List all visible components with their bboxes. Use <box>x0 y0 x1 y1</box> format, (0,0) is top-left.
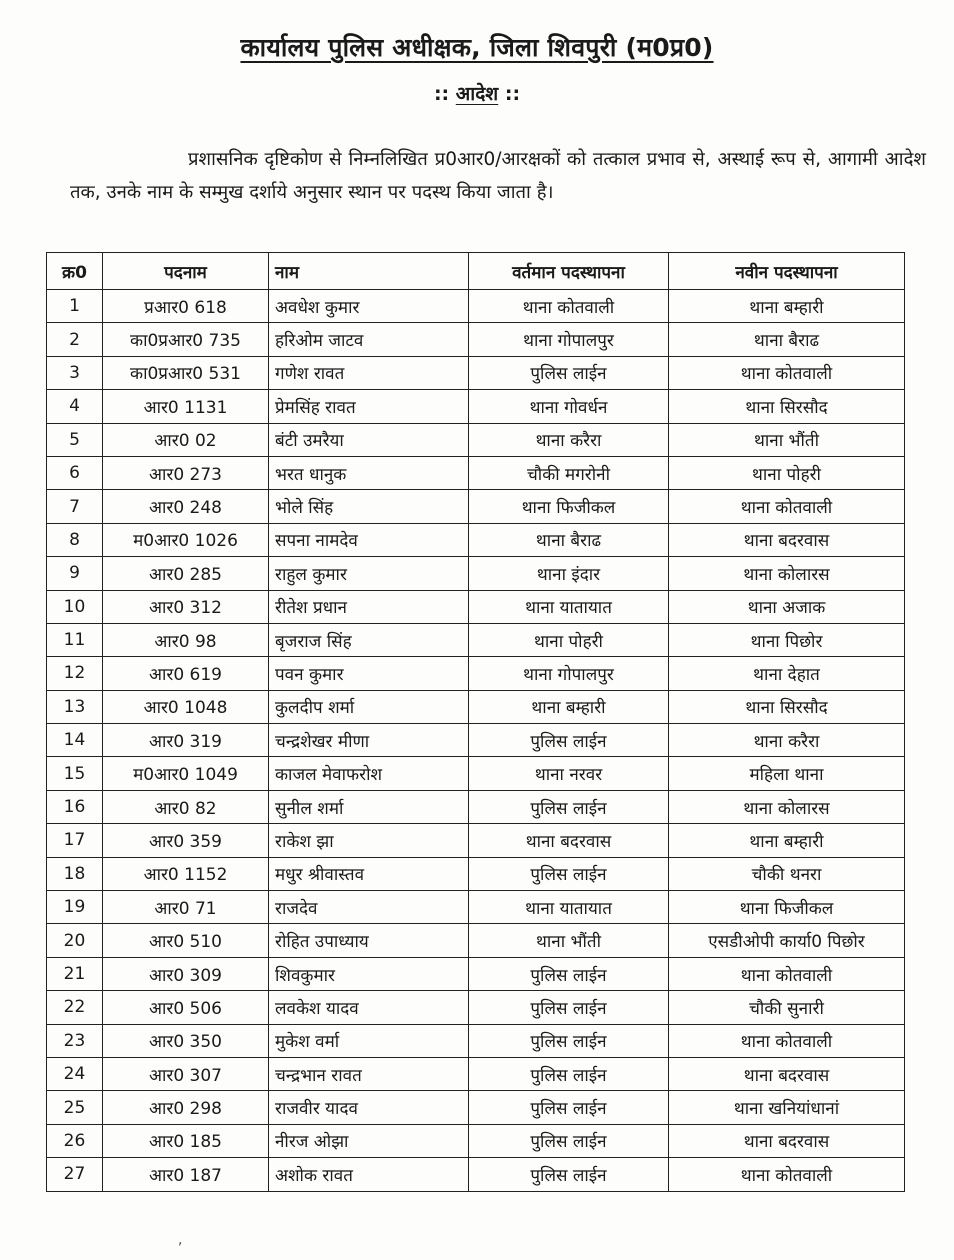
cell-new-posting: थाना कोलारस <box>669 557 905 590</box>
cell-serial: 13 <box>47 690 103 723</box>
cell-new-posting: थाना बैराढ <box>669 323 905 356</box>
cell-post: आर0 187 <box>103 1158 269 1191</box>
table-row <box>47 657 905 690</box>
cell-name: गणेश रावत <box>269 356 469 389</box>
cell-serial: 11 <box>47 623 103 656</box>
table-row <box>47 857 905 890</box>
cell-serial: 7 <box>47 490 103 523</box>
cell-post: आर0 309 <box>103 957 269 990</box>
cell-serial: 23 <box>47 1024 103 1057</box>
cell-serial: 1 <box>47 290 103 323</box>
cell-name: बृजराज सिंह <box>269 623 469 656</box>
table-row <box>47 724 905 757</box>
cell-new-posting: चौकी सुनारी <box>669 991 905 1024</box>
cell-serial: 27 <box>47 1158 103 1191</box>
cell-current-posting: पुलिस लाईन <box>469 790 669 823</box>
cell-serial: 8 <box>47 523 103 556</box>
cell-current-posting: थाना बैराढ <box>469 523 669 556</box>
cell-current-posting: पुलिस लाईन <box>469 857 669 890</box>
cell-name: राजदेव <box>269 891 469 924</box>
cell-serial: 14 <box>47 724 103 757</box>
cell-serial: 24 <box>47 1057 103 1090</box>
order-paragraph: प्रशासनिक दृष्टिकोण से निम्नलिखित प्र0आर0/आरक्षकों को तत्काल प्रभाव से, अस्थाई रूप से, आगामी आदेश तक, उनके नाम के सम्मुख दर्शाये अनुसार स्थान पर पदस्थ किया जाता है। <box>70 149 926 203</box>
cell-serial: 10 <box>47 590 103 623</box>
table-row <box>47 523 905 556</box>
cell-name: राकेश झा <box>269 824 469 857</box>
cell-current-posting: पुलिस लाईन <box>469 1158 669 1191</box>
cell-name: नीरज ओझा <box>269 1124 469 1157</box>
cell-post: आर0 273 <box>103 456 269 489</box>
cell-current-posting: पुलिस लाईन <box>469 1024 669 1057</box>
cell-serial: 15 <box>47 757 103 790</box>
cell-name: पवन कुमार <box>269 657 469 690</box>
cell-name: प्रेमसिंह रावत <box>269 390 469 423</box>
cell-post: आर0 619 <box>103 657 269 690</box>
cell-new-posting: थाना कोतवाली <box>669 1024 905 1057</box>
cell-post: आर0 298 <box>103 1091 269 1124</box>
cell-current-posting: थाना नरवर <box>469 757 669 790</box>
table-row <box>47 423 905 456</box>
cell-post: आर0 248 <box>103 490 269 523</box>
table-row <box>47 824 905 857</box>
order-heading-word: आदेश <box>455 83 499 105</box>
cell-new-posting: थाना बम्हारी <box>669 824 905 857</box>
cell-post: आर0 319 <box>103 724 269 757</box>
cell-name: मधुर श्रीवास्तव <box>269 857 469 890</box>
cell-current-posting: थाना बदरवास <box>469 824 669 857</box>
cell-new-posting: एसडीओपी कार्या0 पिछोर <box>669 924 905 957</box>
cell-new-posting: चौकी थनरा <box>669 857 905 890</box>
transfer-table <box>46 252 905 1192</box>
table-row <box>47 1057 905 1090</box>
cell-new-posting: थाना अजाक <box>669 590 905 623</box>
cell-current-posting: पुलिस लाईन <box>469 957 669 990</box>
cell-current-posting: थाना पोहरी <box>469 623 669 656</box>
table-row <box>47 957 905 990</box>
cell-new-posting: थाना पिछोर <box>669 623 905 656</box>
table-row <box>47 456 905 489</box>
cell-current-posting: थाना फिजीकल <box>469 490 669 523</box>
cell-new-posting: थाना बदरवास <box>669 523 905 556</box>
cell-new-posting: थाना कोलारस <box>669 790 905 823</box>
cell-new-posting: थाना खनियांधानां <box>669 1091 905 1124</box>
cell-name: राहुल कुमार <box>269 557 469 590</box>
cell-serial: 22 <box>47 991 103 1024</box>
cell-post: म0आर0 1026 <box>103 523 269 556</box>
table-row <box>47 490 905 523</box>
cell-post: आर0 82 <box>103 790 269 823</box>
table-body <box>47 290 905 1192</box>
cell-serial: 18 <box>47 857 103 890</box>
cell-current-posting: थाना कोतवाली <box>469 290 669 323</box>
order-heading-prefix: :: <box>433 83 450 105</box>
header-new-posting: नवीन पदस्थापना <box>669 253 905 290</box>
cell-name: राजवीर यादव <box>269 1091 469 1124</box>
cell-new-posting: थाना भौंती <box>669 423 905 456</box>
cell-current-posting: थाना यातायात <box>469 891 669 924</box>
cell-current-posting: थाना गोवर्धन <box>469 390 669 423</box>
table-row <box>47 1124 905 1157</box>
cell-name: लवकेश यादव <box>269 991 469 1024</box>
cell-name: काजल मेवाफरोश <box>269 757 469 790</box>
cell-current-posting: पुलिस लाईन <box>469 991 669 1024</box>
cell-new-posting: थाना सिरसौद <box>669 690 905 723</box>
header-name: नाम <box>269 253 469 290</box>
cell-name: अशोक रावत <box>269 1158 469 1191</box>
cell-post: आर0 185 <box>103 1124 269 1157</box>
cell-serial: 21 <box>47 957 103 990</box>
table-row <box>47 757 905 790</box>
cell-serial: 4 <box>47 390 103 423</box>
cell-serial: 25 <box>47 1091 103 1124</box>
table-row <box>47 924 905 957</box>
cell-name: हरिओम जाटव <box>269 323 469 356</box>
cell-name: रोहित उपाध्याय <box>269 924 469 957</box>
order-heading <box>0 80 954 106</box>
cell-name: कुलदीप शर्मा <box>269 690 469 723</box>
table-row <box>47 590 905 623</box>
table-row <box>47 623 905 656</box>
table-header-row <box>47 253 905 290</box>
cell-serial: 3 <box>47 356 103 389</box>
cell-post: प्रआर0 618 <box>103 290 269 323</box>
table-row <box>47 356 905 389</box>
cell-post: का0प्रआर0 735 <box>103 323 269 356</box>
table-row <box>47 557 905 590</box>
cell-post: का0प्रआर0 531 <box>103 356 269 389</box>
cell-new-posting: थाना बम्हारी <box>669 290 905 323</box>
table-row <box>47 1158 905 1191</box>
cell-post: आर0 359 <box>103 824 269 857</box>
cell-post: आर0 350 <box>103 1024 269 1057</box>
cell-current-posting: पुलिस लाईन <box>469 1124 669 1157</box>
header-serial: क्र0 <box>47 253 103 290</box>
cell-new-posting: थाना कोतवाली <box>669 490 905 523</box>
cell-new-posting: थाना पोहरी <box>669 456 905 489</box>
cell-post: आर0 1152 <box>103 857 269 890</box>
table-row <box>47 690 905 723</box>
cell-serial: 20 <box>47 924 103 957</box>
cell-post: आर0 71 <box>103 891 269 924</box>
cell-serial: 5 <box>47 423 103 456</box>
cell-serial: 17 <box>47 824 103 857</box>
table-row <box>47 1091 905 1124</box>
cell-name: मुकेश वर्मा <box>269 1024 469 1057</box>
cell-post: म0आर0 1049 <box>103 757 269 790</box>
cell-post: आर0 1048 <box>103 690 269 723</box>
cell-current-posting: पुलिस लाईन <box>469 724 669 757</box>
cell-post: आर0 98 <box>103 623 269 656</box>
footer-mark: , <box>178 1232 183 1248</box>
cell-new-posting: थाना बदरवास <box>669 1057 905 1090</box>
cell-serial: 16 <box>47 790 103 823</box>
cell-new-posting: थाना सिरसौद <box>669 390 905 423</box>
cell-post: आर0 1131 <box>103 390 269 423</box>
cell-current-posting: थाना इंदार <box>469 557 669 590</box>
cell-name: बंटी उमरैया <box>269 423 469 456</box>
cell-serial: 9 <box>47 557 103 590</box>
cell-name: सपना नामदेव <box>269 523 469 556</box>
cell-current-posting: थाना गोपालपुर <box>469 657 669 690</box>
header-post: पदनाम <box>103 253 269 290</box>
cell-current-posting: थाना बम्हारी <box>469 690 669 723</box>
cell-name: भोले सिंह <box>269 490 469 523</box>
table-row <box>47 1024 905 1057</box>
cell-serial: 6 <box>47 456 103 489</box>
table-row <box>47 390 905 423</box>
cell-post: आर0 02 <box>103 423 269 456</box>
table-row <box>47 290 905 323</box>
office-title: कार्यालय पुलिस अधीक्षक, जिला शिवपुरी (म0प्र0) <box>240 33 714 62</box>
cell-current-posting: चौकी मगरोनी <box>469 456 669 489</box>
table-row <box>47 991 905 1024</box>
cell-post: आर0 312 <box>103 590 269 623</box>
cell-serial: 2 <box>47 323 103 356</box>
cell-new-posting: महिला थाना <box>669 757 905 790</box>
cell-name: रीतेश प्रधान <box>269 590 469 623</box>
cell-name: चन्द्रभान रावत <box>269 1057 469 1090</box>
cell-post: आर0 285 <box>103 557 269 590</box>
cell-new-posting: थाना कोतवाली <box>669 356 905 389</box>
table-row <box>47 891 905 924</box>
table-row <box>47 323 905 356</box>
cell-new-posting: थाना करैरा <box>669 724 905 757</box>
cell-current-posting: थाना भौंती <box>469 924 669 957</box>
cell-new-posting: थाना कोतवाली <box>669 1158 905 1191</box>
cell-new-posting: थाना बदरवास <box>669 1124 905 1157</box>
cell-serial: 12 <box>47 657 103 690</box>
cell-current-posting: पुलिस लाईन <box>469 356 669 389</box>
cell-serial: 26 <box>47 1124 103 1157</box>
cell-post: आर0 506 <box>103 991 269 1024</box>
cell-current-posting: पुलिस लाईन <box>469 1057 669 1090</box>
cell-new-posting: थाना देहात <box>669 657 905 690</box>
cell-name: भरत धानुक <box>269 456 469 489</box>
cell-new-posting: थाना फिजीकल <box>669 891 905 924</box>
cell-name: अवधेश कुमार <box>269 290 469 323</box>
cell-name: चन्द्रशेखर मीणा <box>269 724 469 757</box>
cell-current-posting: थाना गोपालपुर <box>469 323 669 356</box>
cell-new-posting: थाना कोतवाली <box>669 957 905 990</box>
cell-current-posting: पुलिस लाईन <box>469 1091 669 1124</box>
cell-current-posting: थाना यातायात <box>469 590 669 623</box>
table-row <box>47 790 905 823</box>
order-heading-suffix: :: <box>504 83 521 105</box>
cell-name: सुनील शर्मा <box>269 790 469 823</box>
header-current-posting: वर्तमान पदस्थापना <box>469 253 669 290</box>
cell-current-posting: थाना करैरा <box>469 423 669 456</box>
cell-name: शिवकुमार <box>269 957 469 990</box>
cell-post: आर0 307 <box>103 1057 269 1090</box>
cell-serial: 19 <box>47 891 103 924</box>
cell-post: आर0 510 <box>103 924 269 957</box>
